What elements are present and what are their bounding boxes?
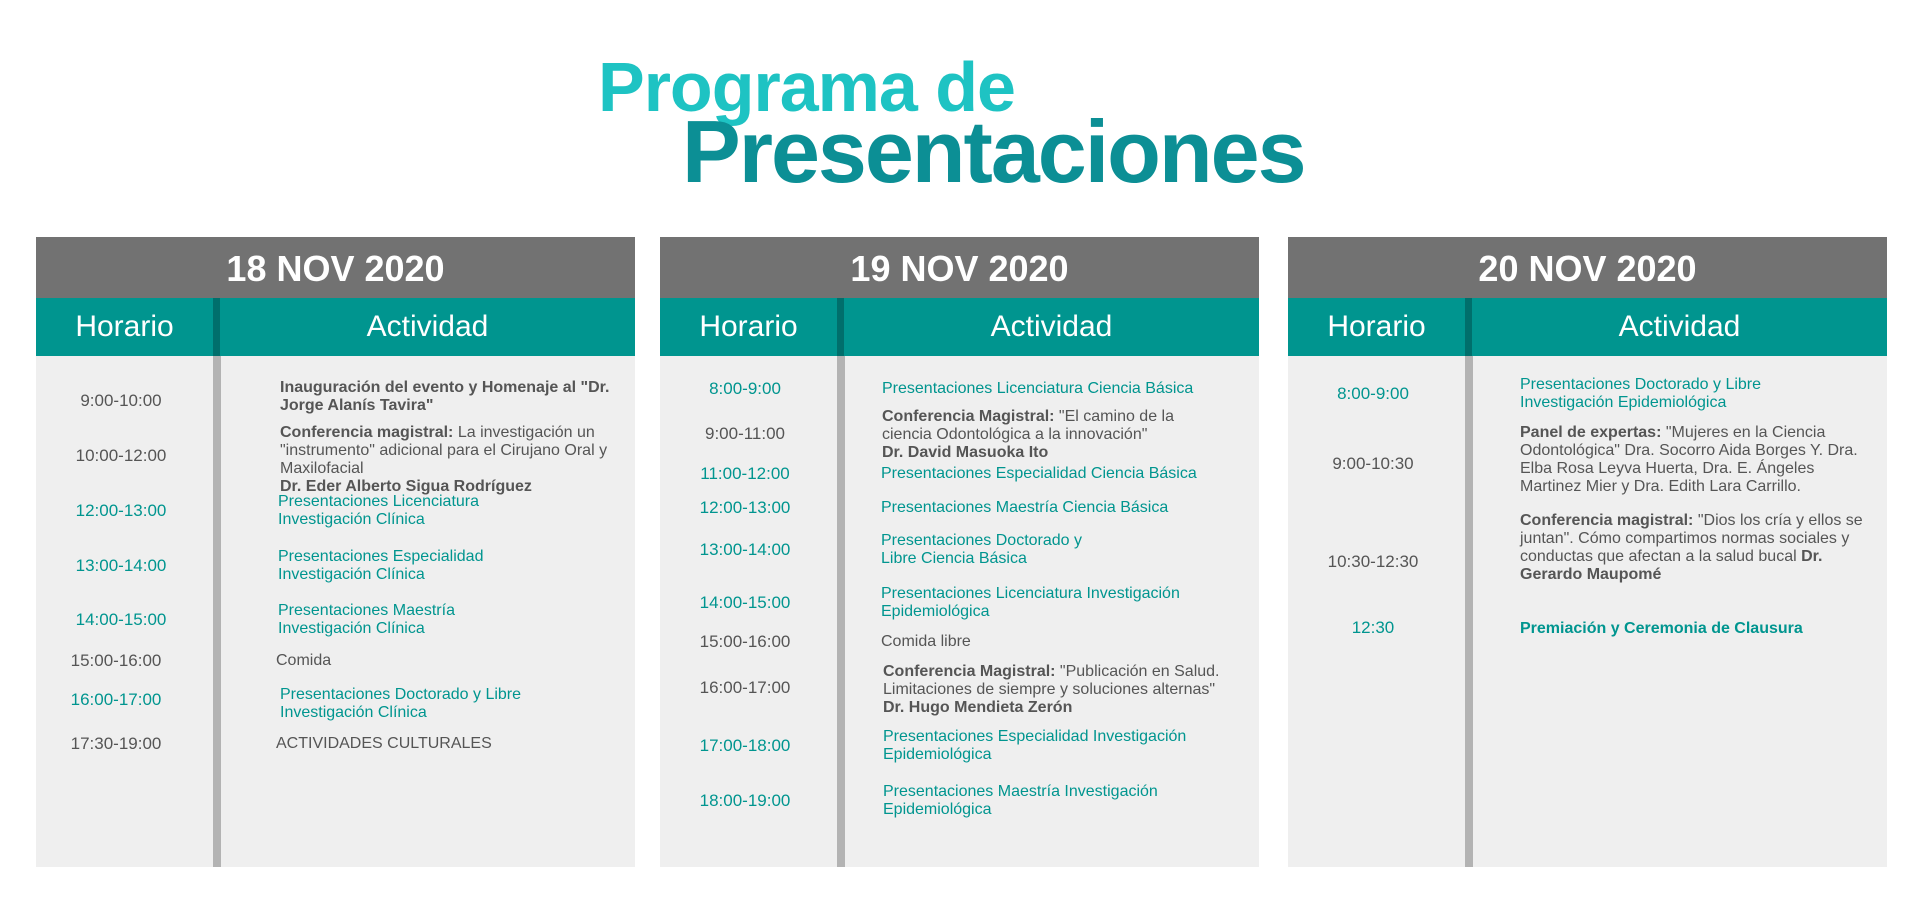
activity-title: Premiación y Ceremonia de Clausura bbox=[1520, 620, 1803, 637]
activity-label: Conferencia Magistral: bbox=[882, 408, 1055, 425]
time-cell: 16:00-17:00 bbox=[699, 678, 791, 697]
time-cell: 17:00-18:00 bbox=[699, 736, 791, 755]
activity-cell bbox=[883, 663, 1253, 717]
title-line1: Programa de bbox=[598, 48, 1015, 126]
column-headers bbox=[660, 298, 1259, 356]
activity-text: "Publicación en Salud. Limitaciones de siempre y soluciones alternas" bbox=[883, 663, 1220, 698]
activity-cell: Presentaciones Maestría Investigación Clínica bbox=[278, 602, 455, 637]
schedule-body bbox=[660, 356, 1259, 867]
activity-cell: ACTIVIDADES CULTURALES bbox=[276, 735, 492, 752]
activity-text: "Dios los cría y ellos se juntan". Cómo compartimos normas sociales y conductas que afectan a la salud bucal bbox=[1520, 512, 1863, 565]
header-actividad: Actividad bbox=[990, 310, 1113, 343]
time-cell: 12:00-13:00 bbox=[75, 501, 167, 520]
header-divider bbox=[837, 298, 844, 356]
time-cell: 14:00-15:00 bbox=[699, 593, 791, 612]
activity-cell: Presentaciones Licenciatura Ciencia Básica bbox=[882, 380, 1194, 397]
activity-cell bbox=[280, 379, 635, 415]
header-actividad: Actividad bbox=[366, 310, 489, 343]
activity-cell: Presentaciones Maestría Investigación Epidemiológica bbox=[883, 783, 1158, 818]
header-horario: Horario bbox=[1327, 310, 1426, 343]
activity-speaker: Dr. Gerardo Maupomé bbox=[1520, 548, 1823, 583]
time-cell: 15:00-16:00 bbox=[70, 651, 162, 670]
time-cell: 17:30-19:00 bbox=[70, 734, 162, 753]
time-cell: 14:00-15:00 bbox=[75, 610, 167, 629]
time-cell: 9:00-11:00 bbox=[704, 424, 786, 443]
activity-cell bbox=[280, 424, 635, 496]
activity-speaker: Dr. David Masuoka Ito bbox=[882, 444, 1049, 461]
header-horario: Horario bbox=[75, 310, 174, 343]
activity-cell bbox=[1520, 512, 1865, 584]
header-divider bbox=[1465, 298, 1472, 356]
time-cell: 8:00-9:00 bbox=[1337, 384, 1409, 403]
day-panel-20-nov bbox=[1288, 237, 1887, 867]
activity-cell: Presentaciones Maestría Ciencia Básica bbox=[881, 499, 1169, 516]
day-panel-18-nov bbox=[36, 237, 635, 867]
time-cell: 12:00-13:00 bbox=[699, 498, 791, 517]
activity-cell bbox=[1520, 620, 1875, 638]
header-divider bbox=[213, 298, 220, 356]
time-cell: 18:00-19:00 bbox=[699, 791, 791, 810]
column-headers bbox=[36, 298, 635, 356]
column-divider bbox=[1465, 356, 1473, 867]
time-cell: 9:00-10:00 bbox=[80, 391, 162, 410]
activity-cell: Presentaciones Doctorado y Libre Investigación Epidemiológica bbox=[1520, 376, 1762, 411]
column-headers bbox=[1288, 298, 1887, 356]
activity-label: Conferencia magistral: bbox=[280, 424, 454, 441]
time-cell: 11:00-12:00 bbox=[700, 464, 790, 483]
activity-speaker: Dr. Eder Alberto Sigua Rodríguez bbox=[280, 478, 532, 495]
activity-text: "Mujeres en la Ciencia Odontológica" Dra. Socorro Aida Borges Y. Dra. Elba Rosa Leyva Huerta, Dra. E. Ángeles Martinez Mier y Dra. Edith Lara Carrillo. bbox=[1520, 424, 1858, 495]
activity-cell: Presentaciones Licenciatura Investigación Epidemiológica bbox=[881, 585, 1180, 620]
day-date: 20 NOV 2020 bbox=[1288, 237, 1887, 298]
activity-cell: Presentaciones Especialidad Investigación Clínica bbox=[278, 548, 484, 583]
time-cell: 10:00-12:00 bbox=[75, 446, 167, 465]
activity-label: Panel de expertas: bbox=[1520, 424, 1662, 441]
activity-cell: Presentaciones Especialidad Investigación Epidemiológica bbox=[883, 728, 1187, 763]
activity-cell: Presentaciones Licenciatura Investigación Clínica bbox=[278, 493, 480, 528]
column-divider bbox=[837, 356, 845, 867]
time-cell: 12:30 bbox=[1351, 618, 1395, 637]
activity-cell: Comida bbox=[276, 652, 332, 669]
activity-cell bbox=[882, 408, 1192, 462]
activity-cell: Presentaciones Doctorado y Libre Ciencia Básica bbox=[881, 532, 1082, 567]
schedule-body bbox=[1288, 356, 1887, 867]
time-cell: 10:30-12:30 bbox=[1327, 552, 1419, 571]
activity-cell: Presentaciones Doctorado y Libre Investigación Clínica bbox=[280, 686, 522, 721]
activity-cell bbox=[1520, 424, 1875, 496]
day-date: 18 NOV 2020 bbox=[36, 237, 635, 298]
time-cell: 8:00-9:00 bbox=[709, 379, 781, 398]
time-cell: 13:00-14:00 bbox=[75, 556, 167, 575]
header-actividad: Actividad bbox=[1618, 310, 1741, 343]
activity-label: Conferencia magistral: bbox=[1520, 512, 1694, 529]
time-cell: 9:00-10:30 bbox=[1332, 454, 1414, 473]
activity-label: Conferencia Magistral: bbox=[883, 663, 1056, 680]
activity-text: "El camino de la ciencia Odontológica a la innovación" bbox=[882, 408, 1174, 443]
time-cell: 13:00-14:00 bbox=[699, 540, 791, 559]
activity-speaker: Dr. Hugo Mendieta Zerón bbox=[883, 699, 1073, 716]
activity-cell: Comida libre bbox=[881, 633, 971, 650]
day-panel-19-nov bbox=[660, 237, 1259, 867]
activity-cell: Presentaciones Especialidad Ciencia Básica bbox=[881, 465, 1197, 482]
schedule-body bbox=[36, 356, 635, 867]
activity-title: Inauguración del evento y Homenaje al "Dr. Jorge Alanís Tavira" bbox=[280, 379, 610, 414]
time-cell: 15:00-16:00 bbox=[699, 632, 791, 651]
time-cell: 16:00-17:00 bbox=[70, 690, 162, 709]
header-horario: Horario bbox=[699, 310, 798, 343]
title-line2: Presentaciones bbox=[682, 102, 1305, 201]
column-divider bbox=[213, 356, 221, 867]
activity-text: La investigación un "instrumento" adicional para el Cirujano Oral y Maxilofacial bbox=[280, 424, 608, 477]
day-date: 19 NOV 2020 bbox=[660, 237, 1259, 298]
